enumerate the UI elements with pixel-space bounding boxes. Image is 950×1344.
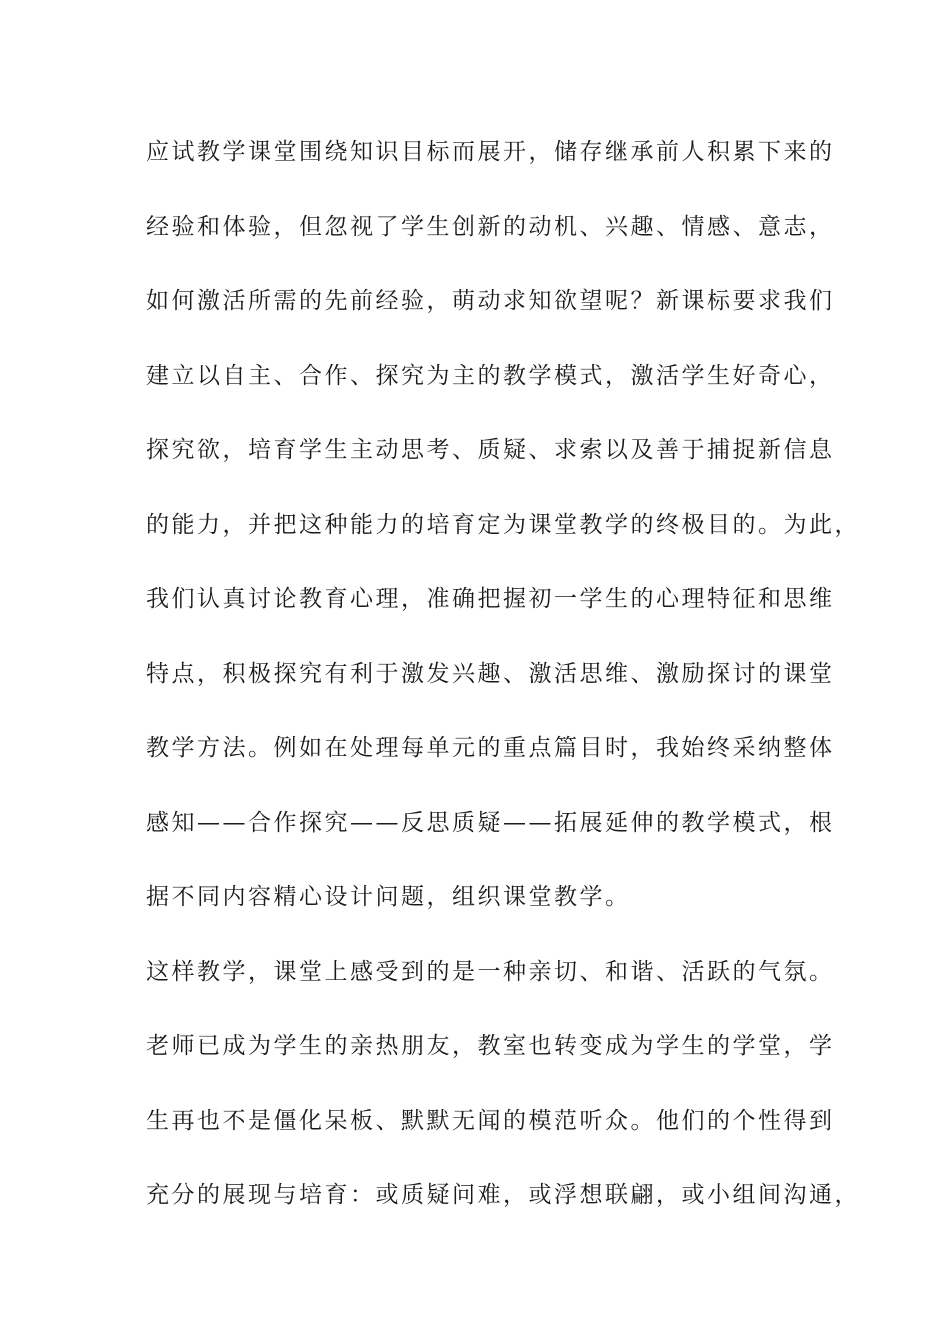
- text-line-3: 如何激活所需的先前经验，萌动求知欲望呢？新课标要求我们: [146, 288, 835, 314]
- body-text: [146, 132, 860, 1250]
- text-line-7: 我们认真讨论教育心理，准确把握初一学生的心理特征和思维: [146, 586, 835, 612]
- text-line-14: 生再也不是僵化呆板、默默无闻的模范听众。他们的个性得到: [146, 1107, 835, 1134]
- text-line-2: 经验和体验，但忽视了学生创新的动机、兴趣、情感、意志，: [146, 213, 835, 240]
- text-line-6: 的能力，并把这种能力的培育定为课堂教学的终极目的。为此，: [146, 511, 860, 538]
- text-line-5: 探究欲，培育学生主动思考、质疑、求索以及善于捕捉新信息: [146, 437, 835, 463]
- text-line-12: 这样教学，课堂上感受到的是一种亲切、和谐、活跃的气氛。: [146, 958, 835, 985]
- text-line-1: 应试教学课堂围绕知识目标而展开，储存继承前人积累下来的: [146, 139, 835, 165]
- text-line-11: 据不同内容精心设计问题，组织课堂教学。: [146, 884, 631, 910]
- text-line-4: 建立以自主、合作、探究为主的教学模式，激活学生好奇心，: [146, 362, 835, 389]
- text-line-9: 教学方法。例如在处理每单元的重点篇目时，我始终采纳整体: [146, 735, 835, 761]
- text-line-10: 感知——合作探究——反思质疑——拓展延伸的教学模式，根: [146, 809, 835, 836]
- text-line-15: 充分的展现与培育：或质疑问难，或浮想联翩，或小组间沟通，: [146, 1182, 860, 1208]
- text-line-13: 老师已成为学生的亲热朋友，教室也转变成为学生的学堂，学: [146, 1033, 835, 1059]
- text-line-8: 特点，积极探究有利于激发兴趣、激活思维、激励探讨的课堂: [146, 660, 835, 687]
